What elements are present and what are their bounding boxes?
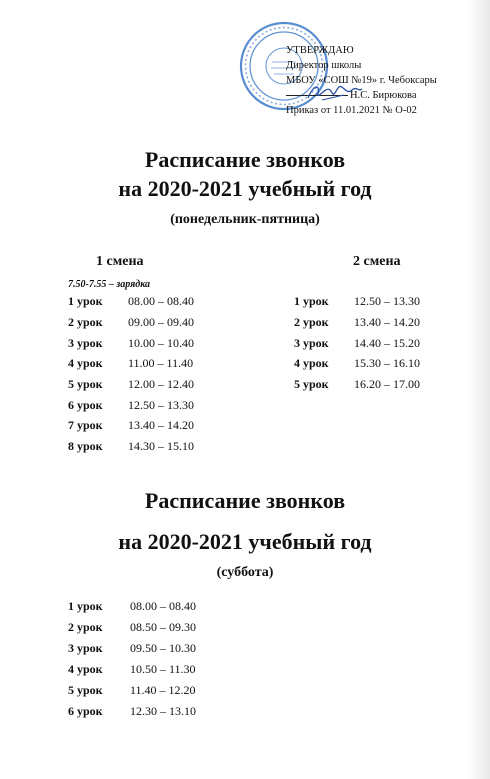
weekday-title: Расписание звонков [144,147,346,172]
saturday-row: 3 урок 09.50 – 10.30 [68,641,196,655]
shift1-row: 5 урок 12.00 – 12.40 [68,377,194,391]
saturday-subtitle: (суббота) [216,565,274,580]
shift2-heading: 2 смена [353,254,401,269]
approval-position: Директор школы [286,60,362,71]
exercise-note: 7.50-7.55 – зарядка [68,279,151,290]
shift1-heading: 1 смена [96,254,144,269]
shift2-row: 1 урок 12.50 – 13.30 [294,294,420,308]
shift1-row: 4 урок 11.00 – 11.40 [68,356,194,370]
shift1-row: 2 урок 09.00 – 09.40 [68,315,194,329]
saturday-row: 6 урок 12.30 – 13.10 [68,704,196,718]
shift1-row: 6 урок 12.50 – 13.30 [68,398,194,412]
saturday-row: 4 урок 10.50 – 11.30 [68,662,196,676]
shift2-row: 5 урок 16.20 – 17.00 [294,377,420,391]
shift2-row: 3 урок 14.40 – 15.20 [294,336,420,350]
approval-school: МБОУ «СОШ №19» г. Чебоксары [286,75,437,86]
saturday-title: Расписание звонков [144,488,346,513]
handwritten-signature-icon [304,80,364,104]
shift1-row: 7 урок 13.40 – 14.20 [68,418,194,432]
scan-shadow [468,0,490,779]
saturday-row: 5 урок 11.40 – 12.20 [68,683,196,697]
shift2-row: 2 урок 13.40 – 14.20 [294,315,420,329]
saturday-row: 1 урок 08.00 – 08.40 [68,599,196,613]
weekday-year-title: на 2020-2021 учебный год [118,176,372,201]
shift2-row: 4 урок 15.30 – 16.10 [294,356,420,370]
shift1-row: 1 урок 08.00 – 08.40 [68,294,194,308]
saturday-year-title: на 2020-2021 учебный год [118,529,372,554]
approval-order: Приказ от 11.01.2021 № О-02 [286,105,417,116]
saturday-row: 2 урок 08.50 – 09.30 [68,620,196,634]
shift1-row: 8 урок 14.30 – 15.10 [68,439,194,453]
shift1-row: 3 урок 10.00 – 10.40 [68,336,194,350]
approval-heading: УТВЕРЖДАЮ [286,45,354,56]
weekday-days-subtitle: (понедельник-пятница) [170,212,320,227]
approval-signer: Н.С. Бирюкова [350,90,417,101]
